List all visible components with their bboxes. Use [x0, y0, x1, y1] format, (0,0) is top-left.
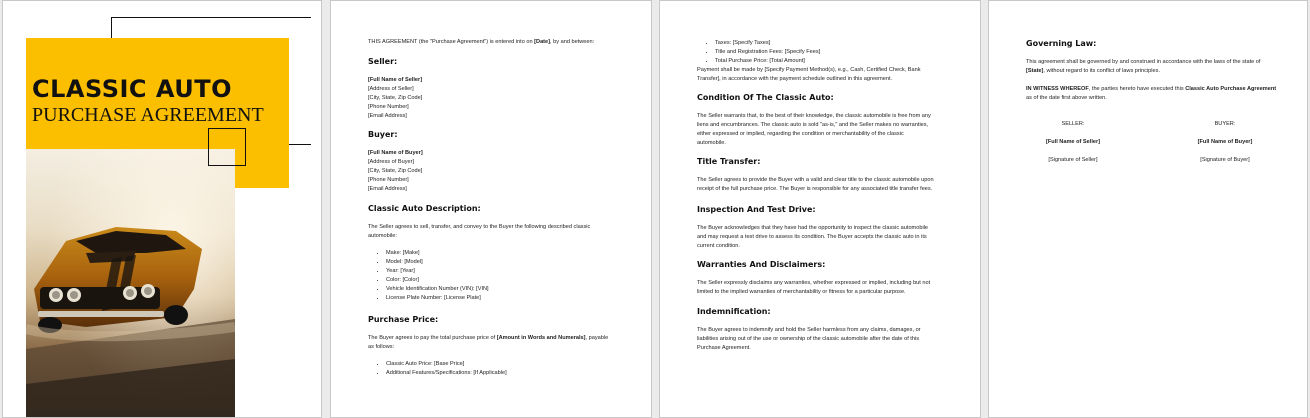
description-line: automobile:: [368, 233, 397, 239]
witness-text: , the parties hereto have executed this: [1088, 86, 1186, 92]
warranties-heading: Warranties And Disclaimers:: [697, 260, 826, 269]
seller-signature-block: [1023, 120, 1123, 165]
price-heading: Purchase Price:: [368, 315, 439, 324]
description-heading: Classic Auto Description:: [368, 204, 481, 213]
buyer-line: [Address of Buyer]: [368, 159, 415, 165]
cover-line-top-horizontal: [111, 17, 311, 18]
title-transfer-paragraph: [697, 176, 934, 194]
witness-paragraph: [1026, 85, 1276, 103]
price-text: The Buyer agrees to pay the total purchase price of: [368, 335, 497, 341]
buyer-signature-name: [Full Name of Buyer]: [1197, 139, 1253, 145]
inspection-heading: Inspection And Test Drive:: [697, 205, 816, 214]
seller-line: [Phone Number]: [368, 104, 409, 110]
cover-outline-square: [208, 128, 246, 166]
warranties-line: limited to the implied warranties of merchantability or fitness for a particular purpose.: [697, 289, 906, 295]
condition-line: either expressed or implied, regarding the condition or merchantability of the classic: [697, 131, 904, 137]
price-line: [368, 334, 608, 343]
fee-list: [697, 39, 820, 66]
list-item: • Model: [Model]: [386, 258, 489, 267]
price-list: [368, 360, 507, 378]
seller-signature-name: [Full Name of Seller]: [1045, 139, 1101, 145]
inspection-line: current condition.: [697, 243, 740, 249]
payment-line: Transfer], in accordance with the payment schedule outlined in this agreement.: [697, 76, 893, 82]
classic-car-illustration: [26, 149, 235, 417]
classic-car-photo: [26, 149, 235, 417]
indemnification-line: liabilities arising out of the use or ownership of the classic automobile after the date of this: [697, 336, 920, 342]
warranties-line: The Seller expressly disclaims any warranties, whether expressed or implied, including but not: [697, 280, 931, 286]
list-item: • Year: [Year]: [386, 267, 489, 276]
page-3: [659, 0, 981, 418]
buyer-line: [Phone Number]: [368, 177, 409, 183]
seller-heading: Seller:: [368, 57, 398, 66]
inspection-line: The Buyer acknowledges that they have had the opportunity to inspect the classic automobile: [697, 225, 929, 231]
price-amount: [Amount in Words and Numerals]: [496, 335, 586, 341]
buyer-details: [368, 149, 423, 194]
list-item: • Make: [Make]: [386, 249, 489, 258]
page-2: [330, 0, 652, 418]
indemnification-heading: Indemnification:: [697, 307, 771, 316]
title-transfer-line: receipt of the full purchase price. The Buyer is responsible for any associated title transfer fees.: [697, 186, 933, 192]
list-item: • Additional Features/Specifications: [If Applicable]: [386, 369, 507, 378]
condition-line: liens and encumbrances. The classic auto is sold "as-is," and the Seller makes no warranties,: [697, 122, 929, 128]
seller-line: [Email Address]: [368, 113, 407, 119]
seller-details: [368, 76, 422, 121]
buyer-line: [Email Address]: [368, 186, 407, 192]
title-transfer-heading: Title Transfer:: [697, 157, 761, 166]
price-paragraph: [368, 334, 608, 352]
seller-line: [Address of Seller]: [368, 86, 414, 92]
description-paragraph: [368, 223, 590, 241]
description-list: [368, 249, 489, 303]
buyer-heading: Buyer:: [368, 130, 398, 139]
seller-line: [City, State, Zip Code]: [368, 95, 423, 101]
inspection-line: and may request a test drive to assess its condition. The Buyer accepts the classic auto in its: [697, 234, 927, 240]
description-line: The Seller agrees to sell, transfer, and convey to the Buyer the following described classic: [368, 224, 591, 230]
witness-line: as of the date first above written.: [1026, 95, 1107, 101]
condition-paragraph: [697, 112, 931, 148]
witness-line: [1026, 85, 1276, 94]
payment-line: Payment shall be made by [Specify Payment Method(s), e.g., Cash, Certified Check, Bank: [697, 67, 921, 73]
intro-text: THIS AGREEMENT (the "Purchase Agreement") is entered into on: [368, 39, 535, 45]
governing-law-line: [1026, 67, 1260, 76]
indemnification-line: Purchase Agreement.: [697, 345, 751, 351]
witness-bold: IN WITNESS WHEREOF: [1026, 86, 1089, 92]
warranties-paragraph: [697, 279, 930, 297]
list-item: • Classic Auto Price: [Base Price]: [386, 360, 507, 369]
indemnification-paragraph: [697, 326, 921, 353]
price-line: as follows:: [368, 344, 395, 350]
indemnification-line: The Buyer agrees to indemnify and hold the Seller harmless from any claims, damages, or: [697, 327, 921, 333]
list-item: • License Plate Number: [License Plate]: [386, 294, 489, 303]
governing-law-line: This agreement shall be governed by and construed in accordance with the laws of the state of: [1026, 59, 1261, 65]
condition-line: The Seller warrants that, to the best of their knowledge, the classic automobile is free from any: [697, 113, 931, 119]
buyer-signature-block: [1175, 120, 1275, 165]
list-item: • Total Purchase Price: [Total Amount]: [715, 57, 820, 66]
inspection-paragraph: [697, 224, 928, 251]
buyer-name: [Full Name of Buyer]: [368, 150, 423, 156]
page-4: [988, 0, 1308, 418]
intro-paragraph: [368, 38, 594, 47]
cover-title-line1: CLASSIC AUTO: [32, 75, 232, 103]
intro-date: [Date]: [534, 39, 551, 45]
payment-paragraph: [697, 66, 921, 84]
governing-law-state: [State]: [1026, 68, 1044, 74]
intro-text-end: , by and between:: [550, 39, 595, 45]
condition-heading: Condition Of The Classic Auto:: [697, 93, 834, 102]
buyer-label: BUYER:: [1214, 121, 1236, 127]
list-item: • Vehicle Identification Number (VIN): [VIN]: [386, 285, 489, 294]
seller-name: [Full Name of Seller]: [368, 77, 423, 83]
governing-law-text: , without regard to its conflict of laws principles.: [1043, 68, 1160, 74]
title-transfer-line: The Seller agrees to provide the Buyer with a valid and clear title to the classic automobile upon: [697, 177, 934, 183]
cover-page: [2, 0, 322, 418]
governing-law-paragraph: [1026, 58, 1260, 76]
list-item: • Title and Registration Fees: [Specify Fees]: [715, 48, 820, 57]
seller-signature-line: [Signature of Seller]: [1048, 157, 1098, 163]
governing-law-heading: Governing Law:: [1026, 39, 1097, 48]
cover-line-right: [289, 144, 311, 145]
cover-line-top-vertical: [111, 17, 112, 39]
price-text-end: , payable: [585, 335, 609, 341]
buyer-signature-line: [Signature of Buyer]: [1200, 157, 1250, 163]
witness-agreement-name: Classic Auto Purchase Agreement: [1185, 86, 1277, 92]
buyer-line: [City, State, Zip Code]: [368, 168, 423, 174]
list-item: • Color: [Color]: [386, 276, 489, 285]
condition-line: automobile.: [697, 140, 726, 146]
seller-label: SELLER:: [1061, 121, 1085, 127]
cover-title-line2: PURCHASE AGREEMENT: [32, 104, 264, 126]
list-item: • Taxes: [Specify Taxes]: [715, 39, 820, 48]
